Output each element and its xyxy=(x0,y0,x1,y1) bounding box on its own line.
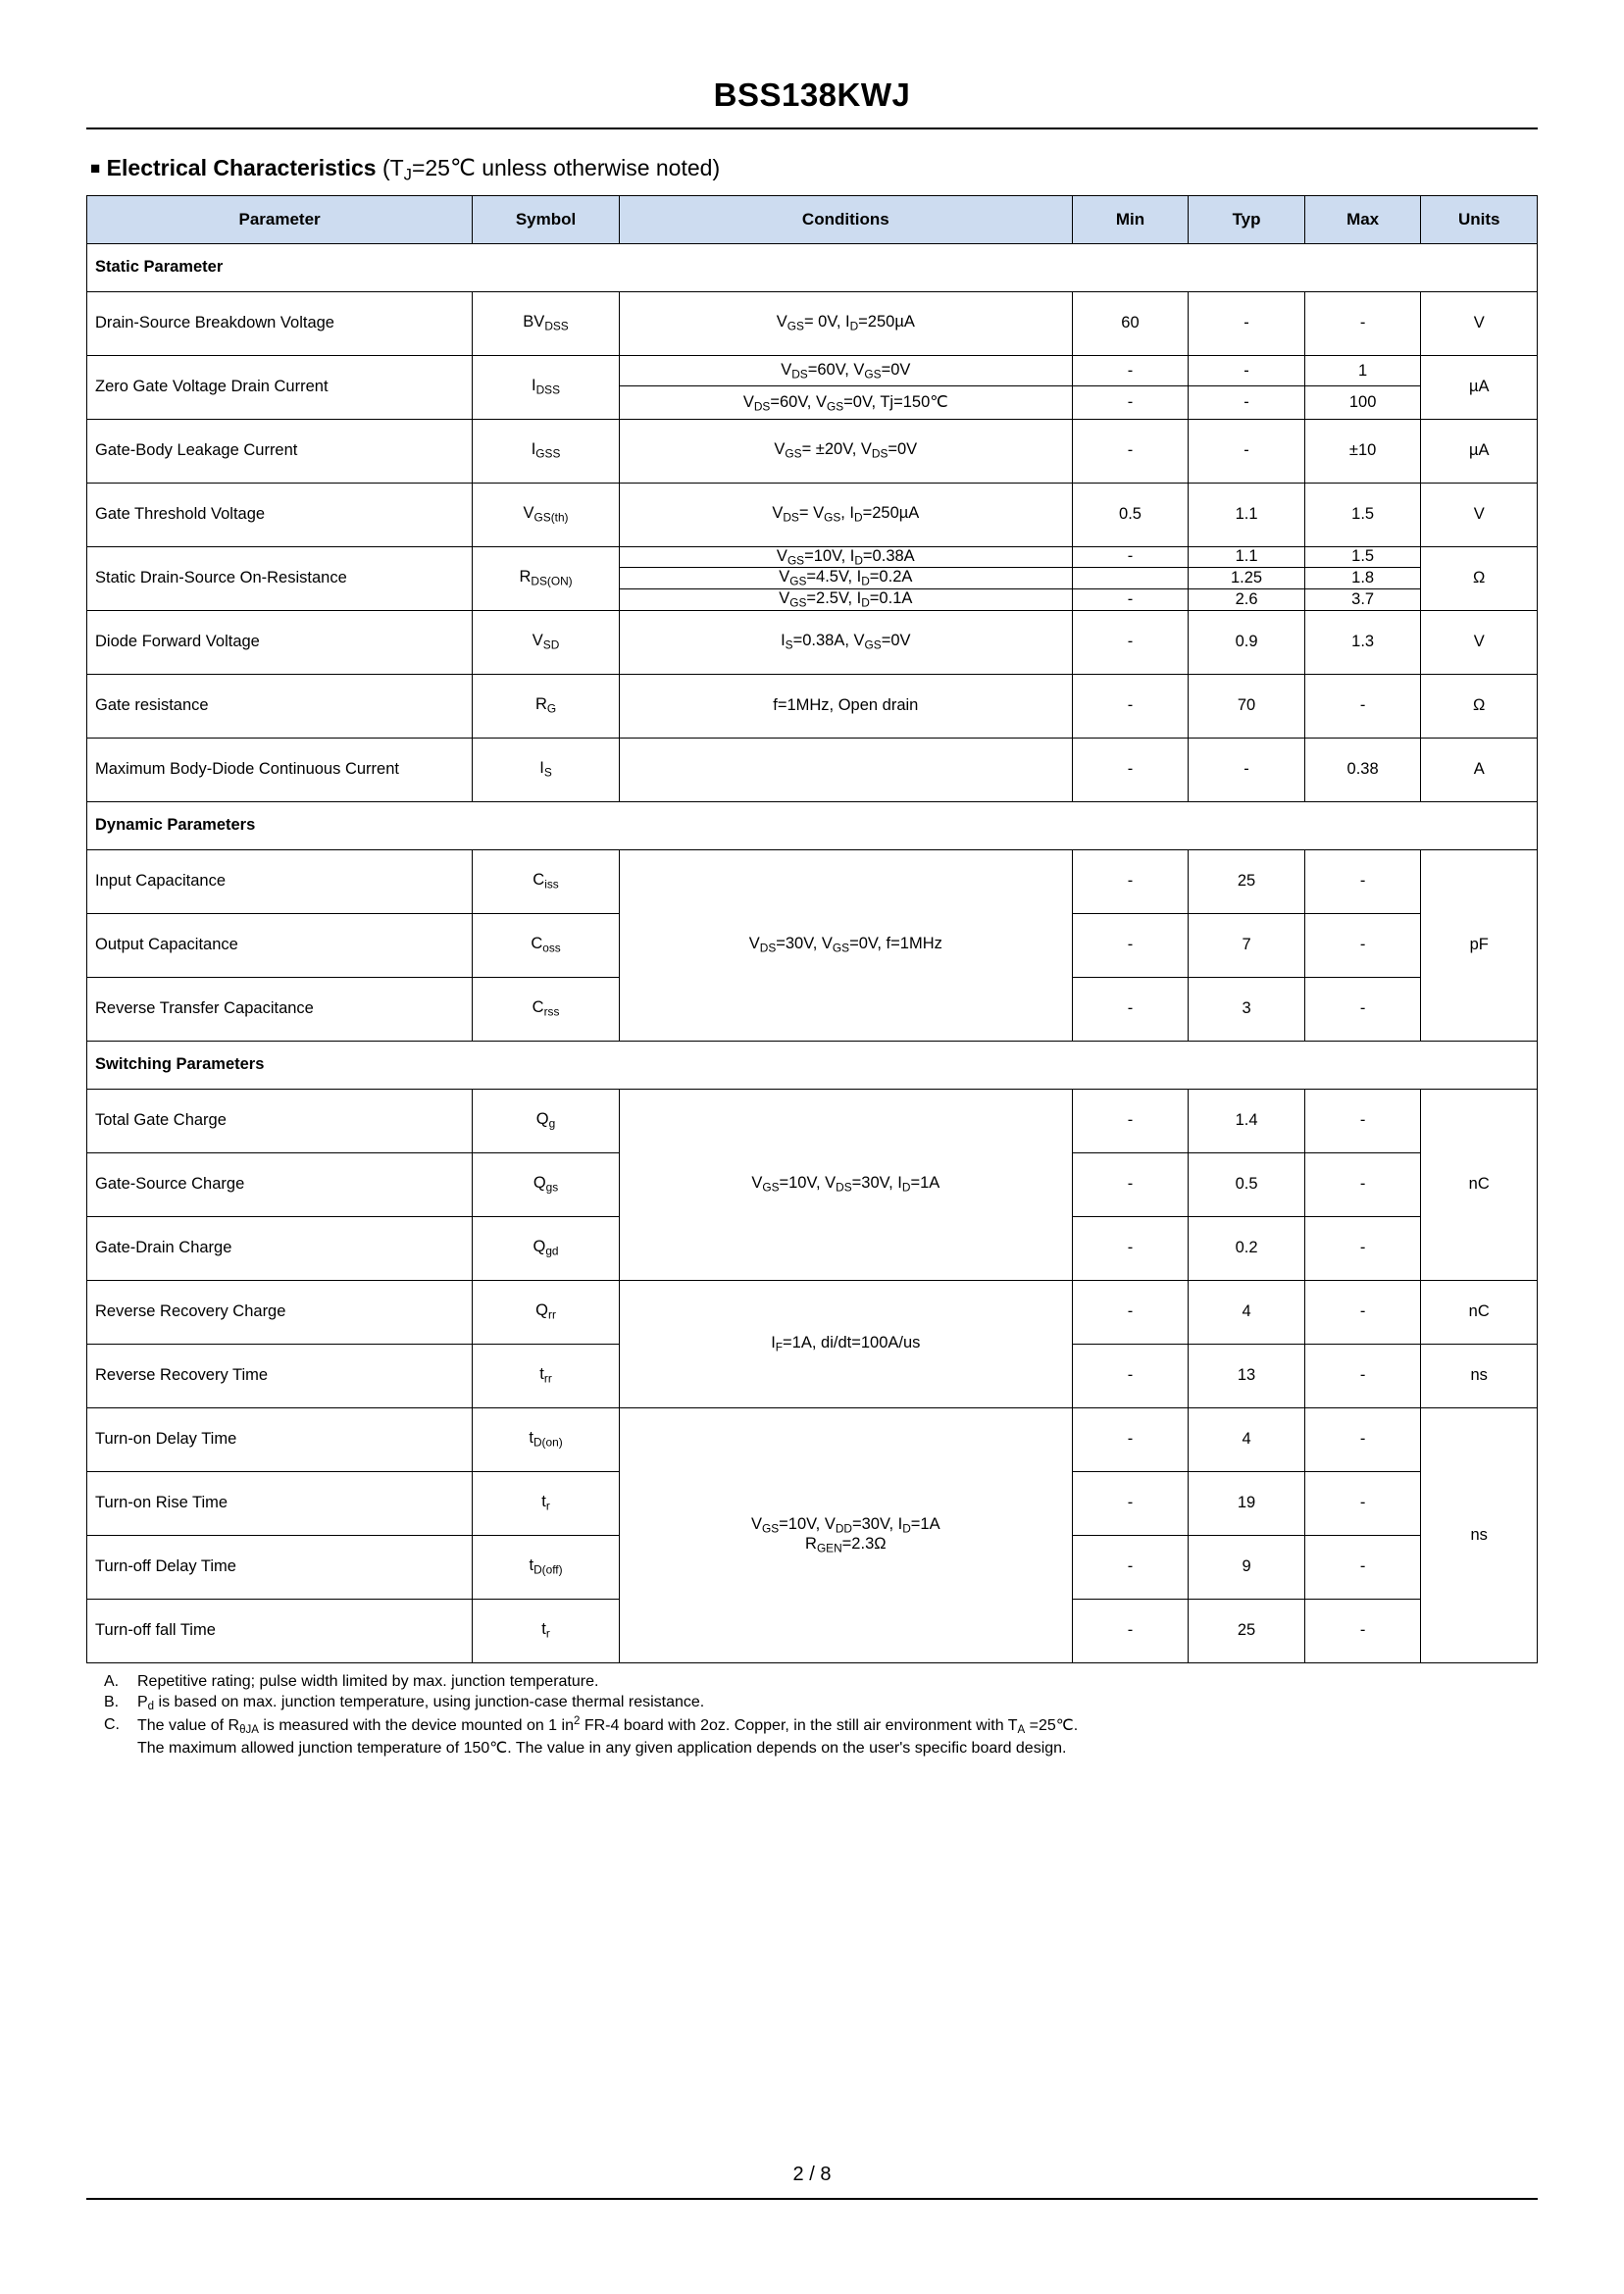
units-cell: A xyxy=(1421,738,1538,801)
column-header-parameter: Parameter xyxy=(87,195,473,243)
footnotes xyxy=(86,1671,1538,1759)
symbol-cell: $BV_{DSS}$ xyxy=(473,291,620,355)
symbol-cell: $I_S$ xyxy=(473,738,620,801)
min-cell: - xyxy=(1072,386,1189,419)
max-cell: - xyxy=(1304,674,1421,738)
conditions-cell: $V_{DS}= V_{GS}$, $I_D=250\mu A$ xyxy=(619,483,1072,546)
max-cell: 100 xyxy=(1304,386,1421,419)
table-row xyxy=(87,738,1538,801)
min-cell: - xyxy=(1072,1216,1189,1280)
units-cell: ns xyxy=(1421,1407,1538,1662)
units-cell: Ω xyxy=(1421,674,1538,738)
typ-cell: 4 xyxy=(1189,1407,1305,1471)
parameter-cell: Input Capacitance xyxy=(87,849,473,913)
min-cell: - xyxy=(1072,588,1189,610)
section-condition-rest: =25℃ unless otherwise noted) xyxy=(411,155,721,180)
units-cell: V xyxy=(1421,610,1538,674)
parameter-cell: Gate-Drain Charge xyxy=(87,1216,473,1280)
parameter-cell: Reverse Recovery Charge xyxy=(87,1280,473,1344)
column-header-max: Max xyxy=(1304,195,1421,243)
conditions-cell: $V_{GS}=10V$, $I_D=0.38A$ xyxy=(619,546,1072,568)
max-cell: - xyxy=(1304,977,1421,1041)
footnote-text: Repetitive rating; pulse width limited by max. junction temperature. xyxy=(137,1672,599,1690)
parameter-cell: Total Gate Charge xyxy=(87,1089,473,1152)
typ-cell: 4 xyxy=(1189,1280,1305,1344)
max-cell: - xyxy=(1304,1535,1421,1599)
typ-cell: - xyxy=(1189,291,1305,355)
typ-cell: 70 xyxy=(1189,674,1305,738)
max-cell: - xyxy=(1304,1344,1421,1407)
table-row xyxy=(87,546,1538,568)
footnote-label: C. xyxy=(104,1716,120,1734)
parameter-cell: Output Capacitance xyxy=(87,913,473,977)
symbol-cell: $Q_{gd}$ xyxy=(473,1216,620,1280)
table-row xyxy=(87,849,1538,913)
min-cell: - xyxy=(1072,1599,1189,1662)
max-cell: 1.5 xyxy=(1304,546,1421,568)
min-cell: - xyxy=(1072,355,1189,386)
units-cell: ns xyxy=(1421,1344,1538,1407)
typ-cell: - xyxy=(1189,738,1305,801)
max-cell: ±10 xyxy=(1304,419,1421,483)
column-header-units: Units xyxy=(1421,195,1538,243)
group-label-static: Static Parameter xyxy=(87,243,1538,291)
footnote-label: B. xyxy=(104,1693,120,1710)
symbol-cell: $t_r$ xyxy=(473,1599,620,1662)
min-cell: - xyxy=(1072,1407,1189,1471)
min-cell: - xyxy=(1072,1280,1189,1344)
max-cell: - xyxy=(1304,1089,1421,1152)
parameter-cell: Static Drain-Source On-Resistance xyxy=(87,546,473,610)
footnote-label: A. xyxy=(104,1672,120,1690)
conditions-cell xyxy=(619,738,1072,801)
symbol-cell: $R_{DS(ON)}$ xyxy=(473,546,620,610)
section-condition-prefix: (T xyxy=(381,155,404,180)
conditions-cell: $I_F=1A$, di/dt=100A/us xyxy=(619,1280,1072,1407)
electrical-characteristics-table xyxy=(86,195,1538,1663)
group-label-switching: Switching Parameters xyxy=(87,1041,1538,1089)
symbol-cell: $Q_g$ xyxy=(473,1089,620,1152)
symbol-cell: $t_r$ xyxy=(473,1471,620,1535)
conditions-cell: $V_{GS}=4.5V$, $I_D=0.2A$ xyxy=(619,568,1072,589)
units-cell: nC xyxy=(1421,1089,1538,1280)
typ-cell: 0.9 xyxy=(1189,610,1305,674)
min-cell: - xyxy=(1072,1344,1189,1407)
parameter-cell: Turn-on Rise Time xyxy=(87,1471,473,1535)
min-cell: - xyxy=(1072,419,1189,483)
column-header-min: Min xyxy=(1072,195,1189,243)
units-cell: V xyxy=(1421,291,1538,355)
table-row xyxy=(87,483,1538,546)
min-cell: 60 xyxy=(1072,291,1189,355)
max-cell: 3.7 xyxy=(1304,588,1421,610)
min-cell: - xyxy=(1072,1535,1189,1599)
page-number: 2 / 8 xyxy=(792,2164,832,2185)
min-cell: - xyxy=(1072,674,1189,738)
typ-cell: 0.2 xyxy=(1189,1216,1305,1280)
max-cell: 1.8 xyxy=(1304,568,1421,589)
conditions-cell: $V_{GS}=10V$, $V_{DD}=30V$, $I_D=1A$ $R_{GEN}=2.3\Omega$ xyxy=(619,1407,1072,1662)
units-cell: V xyxy=(1421,483,1538,546)
parameter-cell: Maximum Body-Diode Continuous Current xyxy=(87,738,473,801)
footnote-c xyxy=(104,1714,1538,1738)
typ-cell: 0.5 xyxy=(1189,1152,1305,1216)
group-label-dynamic: Dynamic Parameters xyxy=(87,801,1538,849)
max-cell: - xyxy=(1304,913,1421,977)
units-cell: nC xyxy=(1421,1280,1538,1344)
typ-cell: 3 xyxy=(1189,977,1305,1041)
min-cell: - xyxy=(1072,610,1189,674)
table-group-row xyxy=(87,243,1538,291)
parameter-cell: Turn-off Delay Time xyxy=(87,1535,473,1599)
page-footer xyxy=(86,2164,1538,2200)
min-cell: - xyxy=(1072,913,1189,977)
bullet-icon: ■ xyxy=(90,159,101,178)
parameter-cell: Turn-off fall Time xyxy=(87,1599,473,1662)
parameter-cell: Reverse Transfer Capacitance xyxy=(87,977,473,1041)
section-heading xyxy=(90,155,1538,185)
typ-cell: 25 xyxy=(1189,1599,1305,1662)
symbol-cell: $Q_{rr}$ xyxy=(473,1280,620,1344)
max-cell: - xyxy=(1304,1599,1421,1662)
typ-cell: - xyxy=(1189,386,1305,419)
parameter-cell: Gate Threshold Voltage xyxy=(87,483,473,546)
max-cell: - xyxy=(1304,1216,1421,1280)
min-cell: - xyxy=(1072,1089,1189,1152)
symbol-cell: $t_{D(on)}$ xyxy=(473,1407,620,1471)
max-cell: - xyxy=(1304,1152,1421,1216)
section-condition-sub: J xyxy=(403,165,412,184)
symbol-cell: $t_{D(off)}$ xyxy=(473,1535,620,1599)
conditions-cell: $V_{GS}= \pm 20V$, $V_{DS}=0V$ xyxy=(619,419,1072,483)
max-cell: 1.5 xyxy=(1304,483,1421,546)
max-cell: - xyxy=(1304,1471,1421,1535)
parameter-cell: Gate resistance xyxy=(87,674,473,738)
conditions-cell: $V_{DS}=30V$, $V_{GS}=0V$, f=1MHz xyxy=(619,849,1072,1041)
parameter-cell: Diode Forward Voltage xyxy=(87,610,473,674)
section-title: Electrical Characteristics xyxy=(106,155,377,180)
typ-cell: 9 xyxy=(1189,1535,1305,1599)
table-row xyxy=(87,355,1538,386)
conditions-cell: $V_{GS}= 0V$, $I_D=250\mu A$ xyxy=(619,291,1072,355)
table-row xyxy=(87,610,1538,674)
parameter-cell: Zero Gate Voltage Drain Current xyxy=(87,355,473,419)
conditions-cell: f=1MHz, Open drain xyxy=(619,674,1072,738)
max-cell: 1 xyxy=(1304,355,1421,386)
header-divider xyxy=(86,127,1538,129)
typ-cell: 1.4 xyxy=(1189,1089,1305,1152)
conditions-cell: $V_{GS}=10V$, $V_{DS}=30V$, $I_D=1A$ xyxy=(619,1089,1072,1280)
table-row xyxy=(87,1407,1538,1471)
symbol-cell: $C_{iss}$ xyxy=(473,849,620,913)
max-cell: - xyxy=(1304,291,1421,355)
parameter-cell: Drain-Source Breakdown Voltage xyxy=(87,291,473,355)
page-title: BSS138KWJ xyxy=(713,76,911,113)
min-cell: - xyxy=(1072,546,1189,568)
column-header-conditions: Conditions xyxy=(619,195,1072,243)
conditions-cell: $V_{DS}=60V$, $V_{GS}=0V$ xyxy=(619,355,1072,386)
min-cell xyxy=(1072,568,1189,589)
parameter-cell: Gate-Body Leakage Current xyxy=(87,419,473,483)
min-cell: - xyxy=(1072,738,1189,801)
max-cell: 1.3 xyxy=(1304,610,1421,674)
typ-cell: 2.6 xyxy=(1189,588,1305,610)
table-row xyxy=(87,1280,1538,1344)
typ-cell: 13 xyxy=(1189,1344,1305,1407)
typ-cell: 19 xyxy=(1189,1471,1305,1535)
table-header-row xyxy=(87,195,1538,243)
symbol-cell: $I_{GSS}$ xyxy=(473,419,620,483)
footnote-text: $P_d$ is based on max. junction temperature, using junction-case thermal resistance. xyxy=(137,1693,705,1712)
table-group-row xyxy=(87,801,1538,849)
conditions-cell: $V_{DS}=60V$, $V_{GS}=0V$, Tj=150℃ xyxy=(619,386,1072,419)
typ-cell: - xyxy=(1189,355,1305,386)
units-cell: µA xyxy=(1421,355,1538,419)
column-header-symbol: Symbol xyxy=(473,195,620,243)
footnote-a xyxy=(104,1671,1538,1692)
table-row xyxy=(87,674,1538,738)
min-cell: - xyxy=(1072,1152,1189,1216)
parameter-cell: Turn-on Delay Time xyxy=(87,1407,473,1471)
table-row xyxy=(87,291,1538,355)
units-cell: Ω xyxy=(1421,546,1538,610)
symbol-cell: $C_{oss}$ xyxy=(473,913,620,977)
symbol-cell: $t_{rr}$ xyxy=(473,1344,620,1407)
min-cell: - xyxy=(1072,849,1189,913)
units-cell: µA xyxy=(1421,419,1538,483)
min-cell: - xyxy=(1072,977,1189,1041)
typ-cell: 25 xyxy=(1189,849,1305,913)
symbol-cell: $Q_{gs}$ xyxy=(473,1152,620,1216)
symbol-cell: $V_{GS(th)}$ xyxy=(473,483,620,546)
symbol-cell: $V_{SD}$ xyxy=(473,610,620,674)
max-cell: - xyxy=(1304,1407,1421,1471)
conditions-cell: $I_S=0.38A$, $V_{GS}=0V$ xyxy=(619,610,1072,674)
conditions-cell: $V_{GS}=2.5V$, $I_D=0.1A$ xyxy=(619,588,1072,610)
typ-cell: 1.25 xyxy=(1189,568,1305,589)
footnote-text: The value of $R_{\theta JA}$ is measured with the device mounted on 1 $in^2$ FR-4 board with 2oz. Copper, in the still air environment with $T_A$ =25℃. xyxy=(137,1715,1079,1737)
min-cell: - xyxy=(1072,1471,1189,1535)
footnote-b xyxy=(104,1692,1538,1714)
symbol-cell: $R_G$ xyxy=(473,674,620,738)
parameter-cell: Reverse Recovery Time xyxy=(87,1344,473,1407)
table-group-row xyxy=(87,1041,1538,1089)
typ-cell: 7 xyxy=(1189,913,1305,977)
table-row xyxy=(87,419,1538,483)
footer-divider xyxy=(86,2198,1538,2200)
parameter-cell: Gate-Source Charge xyxy=(87,1152,473,1216)
typ-cell: - xyxy=(1189,419,1305,483)
min-cell: 0.5 xyxy=(1072,483,1189,546)
footnote-c-continued: The maximum allowed junction temperature of 150℃. The value in any given application depends on the user's specific board design. xyxy=(137,1740,1067,1758)
typ-cell: 1.1 xyxy=(1189,546,1305,568)
units-cell: pF xyxy=(1421,849,1538,1041)
max-cell: 0.38 xyxy=(1304,738,1421,801)
max-cell: - xyxy=(1304,1280,1421,1344)
typ-cell: 1.1 xyxy=(1189,483,1305,546)
max-cell: - xyxy=(1304,849,1421,913)
column-header-typ: Typ xyxy=(1189,195,1305,243)
symbol-cell: $I_{DSS}$ xyxy=(473,355,620,419)
symbol-cell: $C_{rss}$ xyxy=(473,977,620,1041)
table-row xyxy=(87,1089,1538,1152)
